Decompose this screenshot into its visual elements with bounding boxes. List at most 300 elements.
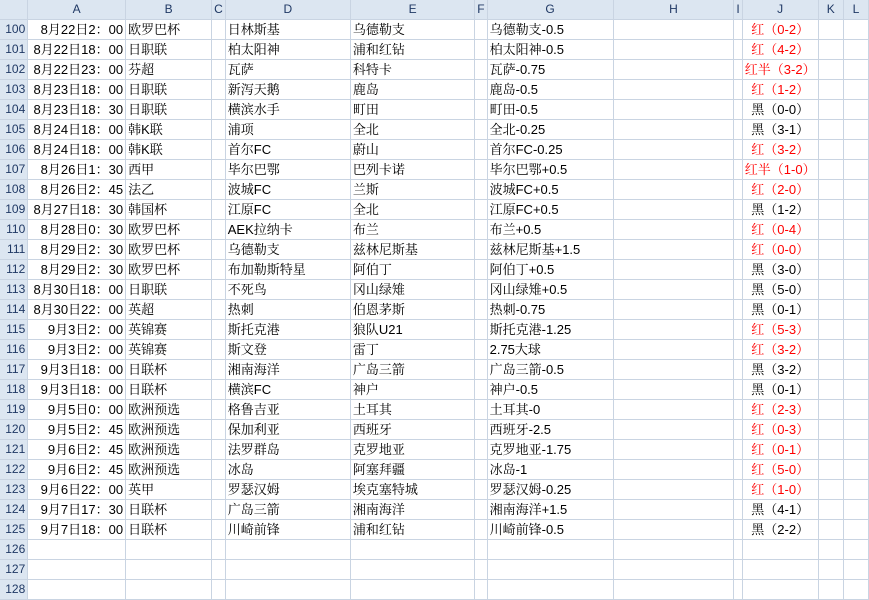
cell-k[interactable] bbox=[818, 20, 843, 40]
cell-c[interactable] bbox=[212, 440, 226, 460]
cell-k[interactable] bbox=[818, 480, 843, 500]
cell-handicap[interactable]: 町田-0.5 bbox=[487, 100, 613, 120]
cell-h[interactable] bbox=[613, 420, 734, 440]
cell-date[interactable] bbox=[28, 540, 126, 560]
column-header-i[interactable]: I bbox=[734, 0, 742, 20]
cell-date[interactable]: 9月3日2：00 bbox=[28, 340, 126, 360]
cell-away-team[interactable]: 兰斯 bbox=[350, 180, 474, 200]
cell-result[interactable]: 黑（0-1） bbox=[742, 300, 818, 320]
cell-home-team[interactable]: 法罗群岛 bbox=[225, 440, 350, 460]
cell-k[interactable] bbox=[818, 280, 843, 300]
cell-result[interactable]: 红半（1-0） bbox=[742, 160, 818, 180]
cell-c[interactable] bbox=[212, 160, 226, 180]
cell-date[interactable]: 9月6日2：45 bbox=[28, 460, 126, 480]
cell-away-team[interactable]: 冈山绿雉 bbox=[350, 280, 474, 300]
cell-i[interactable] bbox=[734, 400, 742, 420]
table-row[interactable] bbox=[0, 320, 869, 340]
cell-handicap[interactable]: 神户-0.5 bbox=[487, 380, 613, 400]
cell-l[interactable] bbox=[843, 100, 868, 120]
cell-l[interactable] bbox=[843, 280, 868, 300]
cell-l[interactable] bbox=[843, 400, 868, 420]
cell-handicap[interactable]: 广岛三箭-0.5 bbox=[487, 360, 613, 380]
column-header-k[interactable]: K bbox=[818, 0, 843, 20]
cell-k[interactable] bbox=[818, 360, 843, 380]
cell-date[interactable]: 9月7日18：00 bbox=[28, 520, 126, 540]
cell-league[interactable]: 西甲 bbox=[126, 160, 212, 180]
cell-i[interactable] bbox=[734, 240, 742, 260]
cell-h[interactable] bbox=[613, 220, 734, 240]
cell-h[interactable] bbox=[613, 140, 734, 160]
row-header[interactable]: 100 bbox=[0, 20, 28, 40]
cell-league[interactable]: 日联杯 bbox=[126, 380, 212, 400]
column-header-b[interactable]: B bbox=[126, 0, 212, 20]
cell-f[interactable] bbox=[475, 120, 487, 140]
cell-away-team[interactable]: 阿塞拜疆 bbox=[350, 460, 474, 480]
cell-k[interactable] bbox=[818, 160, 843, 180]
table-row[interactable] bbox=[0, 20, 869, 40]
cell-handicap[interactable]: 布兰+0.5 bbox=[487, 220, 613, 240]
cell-league[interactable]: 欧罗巴杯 bbox=[126, 220, 212, 240]
cell-league[interactable]: 英锦赛 bbox=[126, 340, 212, 360]
cell-k[interactable] bbox=[818, 440, 843, 460]
row-header[interactable]: 112 bbox=[0, 260, 28, 280]
cell-i[interactable] bbox=[734, 580, 742, 600]
cell-away-team[interactable]: 兹林尼斯基 bbox=[350, 240, 474, 260]
cell-i[interactable] bbox=[734, 300, 742, 320]
column-header-e[interactable]: E bbox=[350, 0, 474, 20]
cell-h[interactable] bbox=[613, 20, 734, 40]
row-header[interactable]: 126 bbox=[0, 540, 28, 560]
cell-f[interactable] bbox=[475, 440, 487, 460]
cell-league[interactable]: 欧洲预选 bbox=[126, 420, 212, 440]
cell-home-team[interactable]: 热刺 bbox=[225, 300, 350, 320]
cell-k[interactable] bbox=[818, 540, 843, 560]
cell-l[interactable] bbox=[843, 300, 868, 320]
cell-league[interactable]: 日联杯 bbox=[126, 360, 212, 380]
cell-c[interactable] bbox=[212, 320, 226, 340]
cell-f[interactable] bbox=[475, 420, 487, 440]
cell-home-team[interactable]: 川崎前锋 bbox=[225, 520, 350, 540]
cell-i[interactable] bbox=[734, 540, 742, 560]
cell-handicap[interactable]: 罗瑟汉姆-0.25 bbox=[487, 480, 613, 500]
cell-handicap[interactable]: 川崎前锋-0.5 bbox=[487, 520, 613, 540]
table-row[interactable] bbox=[0, 160, 869, 180]
table-row[interactable] bbox=[0, 100, 869, 120]
cell-f[interactable] bbox=[475, 340, 487, 360]
cell-result[interactable]: 黑（0-1） bbox=[742, 380, 818, 400]
cell-away-team[interactable]: 巴列卡诺 bbox=[350, 160, 474, 180]
cell-h[interactable] bbox=[613, 320, 734, 340]
cell-l[interactable] bbox=[843, 440, 868, 460]
cell-away-team[interactable]: 狼队U21 bbox=[350, 320, 474, 340]
cell-away-team[interactable]: 浦和红钻 bbox=[350, 40, 474, 60]
cell-c[interactable] bbox=[212, 120, 226, 140]
table-row[interactable] bbox=[0, 480, 869, 500]
cell-h[interactable] bbox=[613, 300, 734, 320]
cell-home-team[interactable]: 布加勒斯特星 bbox=[225, 260, 350, 280]
table-row[interactable] bbox=[0, 460, 869, 480]
cell-date[interactable]: 9月3日18：00 bbox=[28, 360, 126, 380]
cell-result[interactable]: 黑（4-1） bbox=[742, 500, 818, 520]
row-header[interactable]: 113 bbox=[0, 280, 28, 300]
cell-result[interactable] bbox=[742, 540, 818, 560]
cell-c[interactable] bbox=[212, 180, 226, 200]
cell-k[interactable] bbox=[818, 180, 843, 200]
cell-date[interactable]: 8月29日2：30 bbox=[28, 240, 126, 260]
cell-c[interactable] bbox=[212, 460, 226, 480]
cell-l[interactable] bbox=[843, 420, 868, 440]
cell-f[interactable] bbox=[475, 200, 487, 220]
table-row[interactable] bbox=[0, 380, 869, 400]
cell-date[interactable]: 8月22日2：00 bbox=[28, 20, 126, 40]
cell-league[interactable]: 欧罗巴杯 bbox=[126, 240, 212, 260]
cell-home-team[interactable]: 新泻天鹅 bbox=[225, 80, 350, 100]
cell-i[interactable] bbox=[734, 200, 742, 220]
row-header[interactable]: 107 bbox=[0, 160, 28, 180]
cell-handicap[interactable] bbox=[487, 540, 613, 560]
cell-home-team[interactable]: 江原FC bbox=[225, 200, 350, 220]
cell-l[interactable] bbox=[843, 560, 868, 580]
cell-l[interactable] bbox=[843, 580, 868, 600]
cell-c[interactable] bbox=[212, 260, 226, 280]
cell-handicap[interactable]: 冈山绿雉+0.5 bbox=[487, 280, 613, 300]
row-header[interactable]: 116 bbox=[0, 340, 28, 360]
cell-league[interactable]: 欧洲预选 bbox=[126, 400, 212, 420]
cell-result[interactable]: 红（0-3） bbox=[742, 420, 818, 440]
cell-date[interactable]: 8月26日2：45 bbox=[28, 180, 126, 200]
cell-date[interactable]: 9月5日2：45 bbox=[28, 420, 126, 440]
cell-home-team[interactable]: 湘南海洋 bbox=[225, 360, 350, 380]
cell-result[interactable] bbox=[742, 560, 818, 580]
cell-l[interactable] bbox=[843, 480, 868, 500]
cell-f[interactable] bbox=[475, 320, 487, 340]
cell-home-team[interactable]: 斯托克港 bbox=[225, 320, 350, 340]
cell-h[interactable] bbox=[613, 280, 734, 300]
cell-away-team[interactable]: 蔚山 bbox=[350, 140, 474, 160]
cell-c[interactable] bbox=[212, 340, 226, 360]
cell-result[interactable]: 红（0-0） bbox=[742, 240, 818, 260]
cell-f[interactable] bbox=[475, 300, 487, 320]
table-row[interactable] bbox=[0, 280, 869, 300]
cell-f[interactable] bbox=[475, 80, 487, 100]
cell-f[interactable] bbox=[475, 460, 487, 480]
cell-league[interactable]: 欧洲预选 bbox=[126, 460, 212, 480]
cell-handicap[interactable]: 西班牙-2.5 bbox=[487, 420, 613, 440]
cell-away-team[interactable]: 鹿岛 bbox=[350, 80, 474, 100]
cell-handicap[interactable]: 土耳其-0 bbox=[487, 400, 613, 420]
cell-l[interactable] bbox=[843, 20, 868, 40]
cell-k[interactable] bbox=[818, 140, 843, 160]
cell-i[interactable] bbox=[734, 100, 742, 120]
cell-away-team[interactable]: 伯恩茅斯 bbox=[350, 300, 474, 320]
cell-date[interactable]: 8月22日18：00 bbox=[28, 40, 126, 60]
cell-result[interactable]: 黑（3-2） bbox=[742, 360, 818, 380]
row-header[interactable]: 128 bbox=[0, 580, 28, 600]
cell-c[interactable] bbox=[212, 300, 226, 320]
cell-i[interactable] bbox=[734, 520, 742, 540]
cell-result[interactable]: 红（1-2） bbox=[742, 80, 818, 100]
cell-home-team[interactable]: 保加利亚 bbox=[225, 420, 350, 440]
cell-i[interactable] bbox=[734, 280, 742, 300]
table-row[interactable] bbox=[0, 360, 869, 380]
cell-h[interactable] bbox=[613, 180, 734, 200]
cell-h[interactable] bbox=[613, 460, 734, 480]
cell-home-team[interactable]: 浦项 bbox=[225, 120, 350, 140]
row-header[interactable]: 122 bbox=[0, 460, 28, 480]
cell-i[interactable] bbox=[734, 160, 742, 180]
cell-f[interactable] bbox=[475, 360, 487, 380]
cell-f[interactable] bbox=[475, 580, 487, 600]
cell-away-team[interactable]: 全北 bbox=[350, 120, 474, 140]
column-header-l[interactable]: L bbox=[843, 0, 868, 20]
cell-l[interactable] bbox=[843, 520, 868, 540]
column-header-c[interactable]: C bbox=[212, 0, 226, 20]
cell-league[interactable]: 欧罗巴杯 bbox=[126, 20, 212, 40]
cell-handicap[interactable]: 阿伯丁+0.5 bbox=[487, 260, 613, 280]
table-row[interactable] bbox=[0, 560, 869, 580]
cell-i[interactable] bbox=[734, 420, 742, 440]
corner-select-all[interactable] bbox=[0, 0, 28, 20]
cell-l[interactable] bbox=[843, 460, 868, 480]
cell-date[interactable]: 8月23日18：00 bbox=[28, 80, 126, 100]
cell-k[interactable] bbox=[818, 580, 843, 600]
cell-i[interactable] bbox=[734, 340, 742, 360]
cell-f[interactable] bbox=[475, 520, 487, 540]
cell-h[interactable] bbox=[613, 160, 734, 180]
cell-home-team[interactable]: 柏太阳神 bbox=[225, 40, 350, 60]
cell-c[interactable] bbox=[212, 560, 226, 580]
table-row[interactable] bbox=[0, 260, 869, 280]
cell-away-team[interactable] bbox=[350, 540, 474, 560]
cell-home-team[interactable]: 横滨水手 bbox=[225, 100, 350, 120]
cell-league[interactable]: 日职联 bbox=[126, 80, 212, 100]
cell-date[interactable]: 9月6日2：45 bbox=[28, 440, 126, 460]
row-header[interactable]: 110 bbox=[0, 220, 28, 240]
cell-date[interactable]: 9月7日17：30 bbox=[28, 500, 126, 520]
cell-i[interactable] bbox=[734, 260, 742, 280]
cell-away-team[interactable]: 浦和红钻 bbox=[350, 520, 474, 540]
cell-i[interactable] bbox=[734, 480, 742, 500]
table-row[interactable] bbox=[0, 420, 869, 440]
cell-k[interactable] bbox=[818, 320, 843, 340]
cell-k[interactable] bbox=[818, 40, 843, 60]
cell-l[interactable] bbox=[843, 240, 868, 260]
cell-handicap[interactable] bbox=[487, 580, 613, 600]
cell-i[interactable] bbox=[734, 380, 742, 400]
cell-i[interactable] bbox=[734, 500, 742, 520]
cell-c[interactable] bbox=[212, 480, 226, 500]
row-header[interactable]: 127 bbox=[0, 560, 28, 580]
cell-k[interactable] bbox=[818, 120, 843, 140]
cell-h[interactable] bbox=[613, 520, 734, 540]
cell-h[interactable] bbox=[613, 380, 734, 400]
table-row[interactable] bbox=[0, 40, 869, 60]
cell-date[interactable]: 8月30日22：00 bbox=[28, 300, 126, 320]
cell-l[interactable] bbox=[843, 60, 868, 80]
cell-f[interactable] bbox=[475, 160, 487, 180]
cell-c[interactable] bbox=[212, 420, 226, 440]
cell-c[interactable] bbox=[212, 540, 226, 560]
cell-i[interactable] bbox=[734, 20, 742, 40]
cell-away-team[interactable]: 雷丁 bbox=[350, 340, 474, 360]
row-header[interactable]: 103 bbox=[0, 80, 28, 100]
cell-handicap[interactable]: 2.75大球 bbox=[487, 340, 613, 360]
cell-result[interactable]: 红（3-2） bbox=[742, 140, 818, 160]
cell-result[interactable]: 黑（1-2） bbox=[742, 200, 818, 220]
cell-result[interactable]: 红（5-0） bbox=[742, 460, 818, 480]
row-header[interactable]: 124 bbox=[0, 500, 28, 520]
cell-away-team[interactable]: 西班牙 bbox=[350, 420, 474, 440]
cell-l[interactable] bbox=[843, 260, 868, 280]
cell-i[interactable] bbox=[734, 120, 742, 140]
cell-date[interactable] bbox=[28, 580, 126, 600]
cell-i[interactable] bbox=[734, 40, 742, 60]
cell-c[interactable] bbox=[212, 400, 226, 420]
cell-h[interactable] bbox=[613, 540, 734, 560]
cell-f[interactable] bbox=[475, 240, 487, 260]
cell-home-team[interactable]: 日林斯基 bbox=[225, 20, 350, 40]
cell-handicap[interactable]: 毕尔巴鄂+0.5 bbox=[487, 160, 613, 180]
cell-f[interactable] bbox=[475, 40, 487, 60]
column-header-j[interactable]: J bbox=[742, 0, 818, 20]
row-header[interactable]: 114 bbox=[0, 300, 28, 320]
cell-h[interactable] bbox=[613, 440, 734, 460]
cell-h[interactable] bbox=[613, 480, 734, 500]
cell-league[interactable] bbox=[126, 560, 212, 580]
cell-f[interactable] bbox=[475, 220, 487, 240]
cell-home-team[interactable] bbox=[225, 560, 350, 580]
cell-l[interactable] bbox=[843, 160, 868, 180]
cell-away-team[interactable]: 埃克塞特城 bbox=[350, 480, 474, 500]
spreadsheet-body[interactable] bbox=[0, 20, 869, 600]
cell-l[interactable] bbox=[843, 500, 868, 520]
table-row[interactable] bbox=[0, 60, 869, 80]
cell-h[interactable] bbox=[613, 580, 734, 600]
cell-away-team[interactable]: 土耳其 bbox=[350, 400, 474, 420]
table-row[interactable] bbox=[0, 520, 869, 540]
cell-c[interactable] bbox=[212, 60, 226, 80]
cell-result[interactable]: 红（0-4） bbox=[742, 220, 818, 240]
cell-league[interactable]: 日职联 bbox=[126, 280, 212, 300]
table-row[interactable] bbox=[0, 580, 869, 600]
cell-handicap[interactable]: 全北-0.25 bbox=[487, 120, 613, 140]
cell-handicap[interactable]: 兹林尼斯基+1.5 bbox=[487, 240, 613, 260]
cell-k[interactable] bbox=[818, 500, 843, 520]
cell-f[interactable] bbox=[475, 100, 487, 120]
cell-f[interactable] bbox=[475, 500, 487, 520]
cell-c[interactable] bbox=[212, 200, 226, 220]
cell-handicap[interactable]: 首尔FC-0.25 bbox=[487, 140, 613, 160]
cell-league[interactable]: 英甲 bbox=[126, 480, 212, 500]
cell-league[interactable] bbox=[126, 540, 212, 560]
cell-result[interactable]: 红（5-3） bbox=[742, 320, 818, 340]
cell-l[interactable] bbox=[843, 140, 868, 160]
table-row[interactable] bbox=[0, 440, 869, 460]
cell-away-team[interactable]: 全北 bbox=[350, 200, 474, 220]
cell-league[interactable]: 日联杯 bbox=[126, 500, 212, 520]
cell-home-team[interactable]: 乌德勒支 bbox=[225, 240, 350, 260]
cell-away-team[interactable]: 广岛三箭 bbox=[350, 360, 474, 380]
cell-handicap[interactable]: 克罗地亚-1.75 bbox=[487, 440, 613, 460]
table-row[interactable] bbox=[0, 140, 869, 160]
cell-result[interactable]: 红（2-3） bbox=[742, 400, 818, 420]
cell-home-team[interactable] bbox=[225, 580, 350, 600]
cell-i[interactable] bbox=[734, 320, 742, 340]
cell-date[interactable]: 8月30日18：00 bbox=[28, 280, 126, 300]
cell-league[interactable]: 日职联 bbox=[126, 100, 212, 120]
table-row[interactable] bbox=[0, 540, 869, 560]
cell-handicap[interactable]: 波城FC+0.5 bbox=[487, 180, 613, 200]
column-header-d[interactable]: D bbox=[225, 0, 350, 20]
cell-date[interactable]: 8月27日18：30 bbox=[28, 200, 126, 220]
cell-k[interactable] bbox=[818, 260, 843, 280]
cell-c[interactable] bbox=[212, 380, 226, 400]
table-row[interactable] bbox=[0, 80, 869, 100]
cell-result[interactable]: 黑（3-0） bbox=[742, 260, 818, 280]
cell-c[interactable] bbox=[212, 40, 226, 60]
cell-date[interactable]: 9月5日0：00 bbox=[28, 400, 126, 420]
cell-i[interactable] bbox=[734, 60, 742, 80]
cell-c[interactable] bbox=[212, 240, 226, 260]
cell-result[interactable]: 黑（5-0） bbox=[742, 280, 818, 300]
cell-c[interactable] bbox=[212, 360, 226, 380]
cell-result[interactable]: 红（0-1） bbox=[742, 440, 818, 460]
cell-result[interactable] bbox=[742, 580, 818, 600]
cell-h[interactable] bbox=[613, 40, 734, 60]
cell-result[interactable]: 黑（0-0） bbox=[742, 100, 818, 120]
cell-l[interactable] bbox=[843, 540, 868, 560]
cell-l[interactable] bbox=[843, 80, 868, 100]
cell-k[interactable] bbox=[818, 80, 843, 100]
row-header[interactable]: 123 bbox=[0, 480, 28, 500]
cell-k[interactable] bbox=[818, 560, 843, 580]
cell-i[interactable] bbox=[734, 560, 742, 580]
cell-league[interactable]: 法乙 bbox=[126, 180, 212, 200]
column-header-a[interactable]: A bbox=[28, 0, 126, 20]
cell-away-team[interactable]: 神户 bbox=[350, 380, 474, 400]
cell-l[interactable] bbox=[843, 180, 868, 200]
cell-result[interactable]: 红（1-0） bbox=[742, 480, 818, 500]
cell-date[interactable]: 8月23日18：30 bbox=[28, 100, 126, 120]
cell-h[interactable] bbox=[613, 80, 734, 100]
cell-k[interactable] bbox=[818, 400, 843, 420]
table-row[interactable] bbox=[0, 400, 869, 420]
cell-h[interactable] bbox=[613, 560, 734, 580]
cell-f[interactable] bbox=[475, 400, 487, 420]
cell-h[interactable] bbox=[613, 340, 734, 360]
cell-c[interactable] bbox=[212, 20, 226, 40]
cell-league[interactable]: 欧罗巴杯 bbox=[126, 260, 212, 280]
cell-away-team[interactable] bbox=[350, 560, 474, 580]
cell-league[interactable]: 韩国杯 bbox=[126, 200, 212, 220]
cell-h[interactable] bbox=[613, 200, 734, 220]
cell-league[interactable]: 日职联 bbox=[126, 40, 212, 60]
cell-date[interactable]: 8月28日0：30 bbox=[28, 220, 126, 240]
cell-k[interactable] bbox=[818, 460, 843, 480]
cell-date[interactable]: 9月6日22：00 bbox=[28, 480, 126, 500]
cell-home-team[interactable]: 瓦萨 bbox=[225, 60, 350, 80]
cell-date[interactable]: 8月29日2：30 bbox=[28, 260, 126, 280]
cell-result[interactable]: 红（0-2） bbox=[742, 20, 818, 40]
column-header-g[interactable]: G bbox=[487, 0, 613, 20]
cell-league[interactable]: 韩K联 bbox=[126, 120, 212, 140]
row-header[interactable]: 108 bbox=[0, 180, 28, 200]
cell-f[interactable] bbox=[475, 560, 487, 580]
row-header[interactable]: 109 bbox=[0, 200, 28, 220]
cell-i[interactable] bbox=[734, 220, 742, 240]
cell-f[interactable] bbox=[475, 280, 487, 300]
cell-away-team[interactable]: 湘南海洋 bbox=[350, 500, 474, 520]
